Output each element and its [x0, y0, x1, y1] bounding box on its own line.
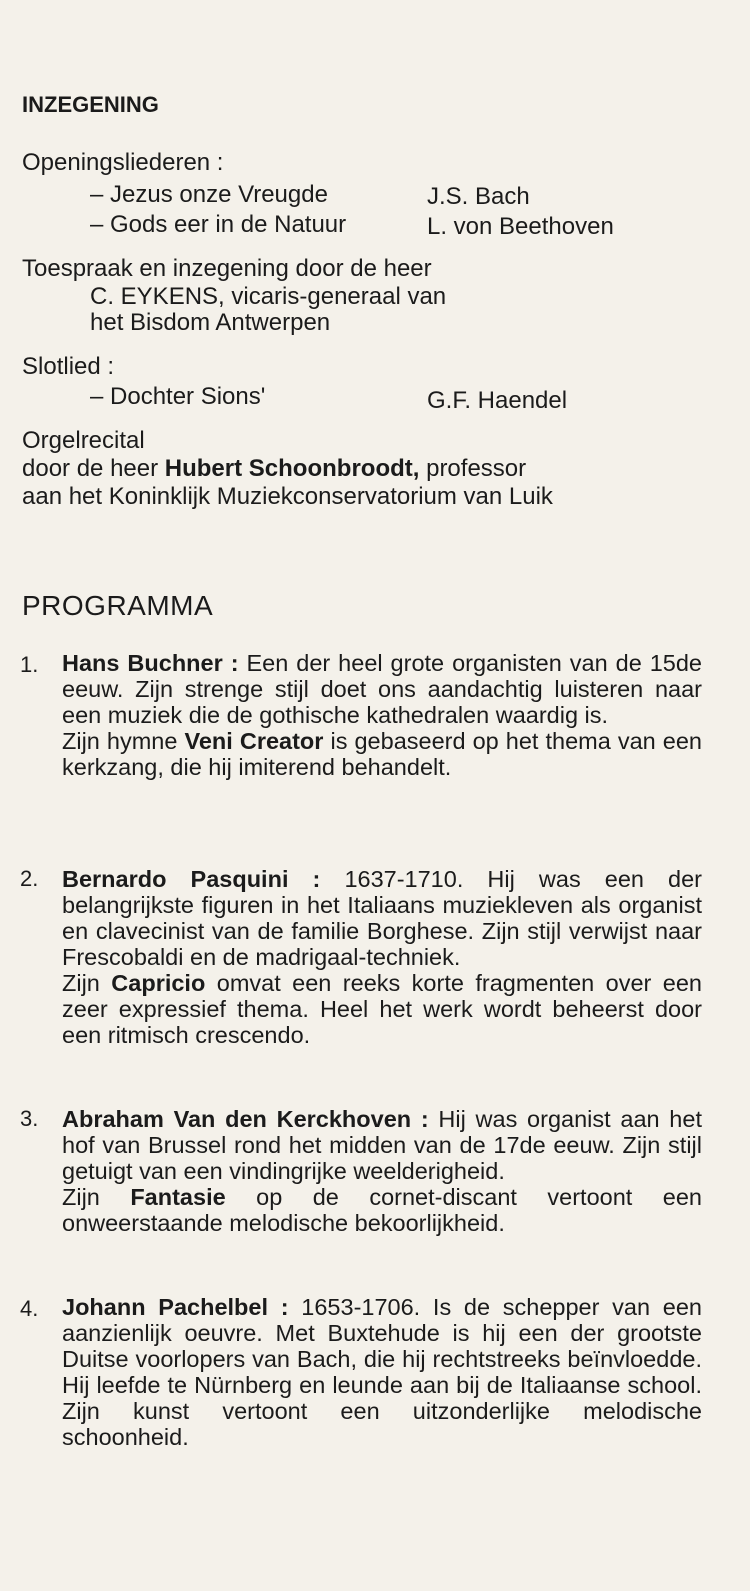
performer-line: [22, 454, 526, 484]
toespraak-line: C. EYKENS, vicaris-generaal van: [90, 283, 447, 310]
work-title: Fantasie: [130, 1184, 226, 1210]
item-number: 1.: [20, 652, 39, 677]
composer-intro: Een der heel grote organisten van de 15de eeuw. Zijn strenge stijl doet ons aandachtig luisteren naar een muziek die de gothische kathedralen waardig is.: [62, 650, 702, 728]
song-composer: J.S. Bach: [427, 183, 530, 210]
work-prefix: Zijn: [62, 970, 112, 996]
slotlied-composer: G.F. Haendel: [427, 387, 568, 414]
item-number: 4.: [20, 1296, 39, 1321]
work-prefix: Zijn: [62, 1184, 131, 1210]
program-item: [62, 650, 702, 780]
performer-prefix: door de heer: [22, 455, 165, 482]
work-title: Veni Creator: [184, 728, 324, 754]
performer-name: Hubert Schoonbroodt,: [164, 455, 420, 482]
slotlied-label: Slotlied :: [22, 353, 115, 380]
toespraak-line: het Bisdom Antwerpen: [90, 309, 331, 336]
toespraak-line: Toespraak en inzegening door de heer: [22, 255, 432, 282]
work-suffix: is gebaseerd op het thema van een kerkzang, die hij imiterend behandelt.: [62, 728, 702, 780]
section-heading-programma: PROGRAMMA: [22, 590, 214, 621]
work-suffix: op de cornet-discant vertoont een onweerstaande melodische bekoorlijkheid.: [62, 1184, 702, 1236]
program-item: [62, 1106, 702, 1236]
composer-intro: 1637-1710. Hij was een der belangrijkste figuren in het Italiaans muziekleven als organist en clavecinist van de familie Borghese. Zijn stijl verwijst naar Frescobaldi en de madrigaal-techniek.: [62, 866, 702, 970]
openingsliederen-label: Openingsliederen :: [22, 149, 224, 176]
composer-name: Bernardo Pasquini :: [62, 866, 321, 892]
section-heading-inzegening: INZEGENING: [22, 92, 159, 117]
orgelrecital-label: Orgelrecital: [22, 427, 145, 454]
program-item: [62, 1294, 702, 1450]
song-title: – Gods eer in de Natuur: [90, 211, 347, 238]
composer-intro: 1653-1706. Is de schepper van een aanzienlijk oeuvre. Met Buxtehude is hij een der grootste Duitse voorlopers van Bach, die hij rechtstreeks beïnvloedde. Hij leefde te Nürnberg en leunde aan bij de Italiaanse school. Zijn kunst vertoont een uitzonderlijke melodische schoonheid.: [62, 1294, 702, 1450]
work-suffix: omvat een reeks korte fragmenten over een zeer expressief thema. Heel het werk wordt beheerst door een ritmisch crescendo.: [62, 970, 702, 1048]
slotlied-title: – Dochter Sions': [90, 383, 266, 410]
composer-name: Abraham Van den Kerckhoven :: [62, 1106, 429, 1132]
song-title: – Jezus onze Vreugde: [90, 181, 328, 208]
performer-suffix: professor: [419, 455, 527, 482]
program-item: [62, 866, 702, 1048]
song-composer: L. von Beethoven: [427, 213, 614, 240]
item-number: 3.: [20, 1106, 39, 1131]
work-title: Capricio: [111, 970, 206, 996]
conservatorium-line: aan het Koninklijk Muziekconservatorium van Luik: [22, 483, 553, 510]
composer-name: Johann Pachelbel :: [62, 1294, 289, 1320]
item-number: 2.: [20, 866, 39, 891]
composer-name: Hans Buchner :: [62, 650, 239, 676]
composer-intro: Hij was organist aan het hof van Brussel rond het midden van de 17de eeuw. Zijn stijl getuigt van een vindingrijke weelderigheid.: [62, 1106, 702, 1184]
work-prefix: Zijn hymne: [62, 728, 185, 754]
